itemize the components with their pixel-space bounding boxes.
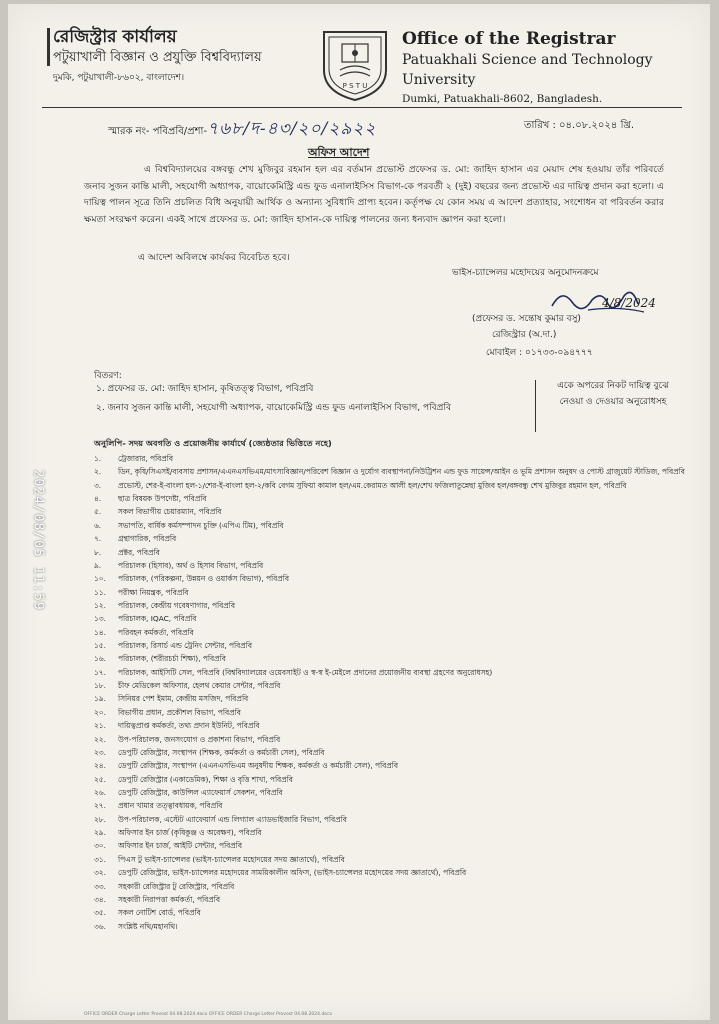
copy-item-number: ৮.: [94, 547, 102, 557]
copy-item-number: ৪.: [94, 494, 102, 504]
copy-item-number: ১.: [94, 454, 102, 463]
copy-item-number: ২৩.: [94, 747, 106, 757]
copy-item-number: ৩.: [94, 480, 102, 490]
copy-item: [94, 706, 694, 719]
memo-title: অফিস আদেশ: [308, 146, 370, 159]
signature-date: 4/8/2024: [602, 296, 656, 310]
copy-item: [94, 786, 694, 799]
en-address: Dumki, Patuakhali-8602, Bangladesh.: [402, 93, 603, 105]
copy-item: [94, 746, 694, 759]
copy-item: [94, 692, 694, 705]
copy-item: [94, 612, 694, 625]
copy-item-text: সহকারী নিরাপত্তা কর্মকর্তা, পবিপ্রবি: [118, 894, 220, 904]
copy-item-text: প্রভোস্ট, শের-ই-বাংলা হল-১/শের-ই-বাংলা হল-২/কবি বেগম সুফিয়া কামাল হল/এম.কেরামত আলী হল/শেখ ফজিলাতুন্নেছা মুজিব হল/বঙ্গবন্ধু শেখ মুজিবুর রহমান হল, পবিপ্রবি: [118, 480, 627, 490]
copy-item-text: সিনিয়র পেশ ইমাম, কেন্দ্রীয় মসজিদ, পবিপ্রবি: [118, 694, 249, 704]
copy-item-number: ১০.: [94, 574, 106, 584]
copy-item-text: সংশ্লিষ্ট নথি/মহানথি।: [118, 921, 178, 931]
copy-item: [94, 853, 694, 866]
copies-title: অনুলিপি- সদয় অবগতি ও প্রয়োজনীয় কার্যার্থে (জ্যেষ্ঠতার ভিত্তিতে নহে): [94, 438, 332, 448]
copy-item-text: সভাপতি, বার্ষিক কর্মসম্পাদন চুক্তি (এপিএ টিম), পবিপ্রবি: [118, 520, 284, 530]
copy-item: [94, 719, 694, 732]
logo-text: P S T U: [342, 82, 368, 90]
copy-item-text: অফিসার ইন চার্জ (কৃষিকুঞ্জ ও অবেক্ষণ), পবিপ্রবি: [118, 828, 262, 838]
copy-item-text: বিভাগীয় প্রধান, প্রকৌশল বিভাগ, পবিপ্রবি: [118, 707, 241, 717]
signatory-designation: রেজিস্ট্রার (অ.দা.): [492, 330, 557, 340]
copy-item-number: ১৩.: [94, 614, 106, 624]
distribution-item: ১. প্রফেসর ড. মো: জাহিদ হাসান, কৃষিতত্ত্ব বিভাগ, পবিপ্রবি: [96, 384, 314, 394]
copy-item-text: সকল নোটিশ বোর্ড, পবিপ্রবি: [118, 908, 201, 918]
copy-item: [94, 572, 694, 585]
memo-date: তারিখ : ০৪.০৮.২০২৪ খ্রি.: [524, 120, 635, 131]
copy-item: [94, 639, 694, 652]
copy-item-number: ২.: [94, 467, 102, 477]
header-accent-bar: [47, 28, 50, 66]
copy-item-text: গ্রন্থাগারিক, পবিপ্রবি: [118, 534, 177, 544]
copy-item: [94, 679, 694, 692]
copy-item-text: প্রক্টর, পবিপ্রবি: [118, 547, 160, 557]
copy-item: [94, 773, 694, 786]
distribution-item: ২. জনাব সুজন কান্তি মালী, সহযোগী অধ্যাপক, বায়োকেমিস্ট্রি এন্ড ফুড এনালাইসিস বিভাগ, পবিপ্রবি: [96, 403, 451, 413]
copy-item: [94, 586, 694, 599]
copy-item-number: ২৬.: [94, 787, 106, 797]
copy-item: [94, 452, 694, 465]
memo-reference-prefix: স্মারক নং- পবিপ্রবি/প্রশা-: [108, 126, 208, 137]
copy-item-number: ৩২.: [94, 868, 106, 878]
copy-item-number: ৬.: [94, 520, 102, 530]
copy-item-number: ১৬.: [94, 654, 106, 664]
approval-line: ভাইস-চ্যান্সেলর মহোদয়ের অনুমোদনক্রমে: [452, 268, 599, 278]
copy-item: [94, 866, 694, 879]
copy-item-text: সহকারী রেজিস্ট্রার টু রেজিস্ট্রার, পবিপ্রবি: [118, 881, 235, 891]
copy-item: [94, 733, 694, 746]
copy-item-text: পরিচালক, রিসার্চ এন্ড ট্রেনিং সেন্টার, পবিপ্রবি: [118, 641, 253, 651]
memo-reference: [108, 116, 376, 144]
copy-item: [94, 492, 694, 505]
copy-item-text: পরীক্ষা নিয়ন্ত্রক, পবিপ্রবি: [118, 587, 189, 597]
copy-item-number: ২৭.: [94, 801, 106, 811]
copy-item-text: দায়িত্বপ্রাপ্ত কর্মকর্তা, তথ্য প্রদান ইউনিট, পবিপ্রবি: [118, 721, 260, 731]
photo-timestamp: 2024/08/05 11:59: [30, 469, 46, 611]
en-office-name: Office of the Registrar: [402, 29, 616, 49]
copy-item-number: ২৫.: [94, 774, 106, 784]
copy-item: [94, 519, 694, 532]
copy-item-number: ৯.: [94, 560, 102, 570]
copy-item-number: ১৯.: [94, 694, 106, 704]
memo-body: এ বিশ্ববিদ্যালয়ের বঙ্গবন্ধু শেখ মুজিবুর রহমান হল এর বর্তমান প্রভোস্ট প্রফেসর ড. মো: জাহিদ হাসান এর মেয়াদ শেষ হওয়ায় তাঁর পরিবর্তে জনাব সুজন কান্তি মালী, সহযোগী অধ্যাপক, বায়োকেমিস্ট্রি এন্ড ফুড এনালাইসিস বিভাগ-কে পরবর্তী ২ (দুই) বছরের জন্য প্রভোস্ট এর দায়িত্ব প্রদান করা হলো। এ দায়িত্ব পালন সূত্রে তিনি প্রচলিত বিধি অনুযায়ী আর্থিক ও অন্যান্য সুবিধাদি প্রাপ্য হবেন। কর্তৃপক্ষ যে কোন সময় এ আদেশ প্রত্যাহার, সংশোধন বা পরিবর্তন করার ক্ষমতা সংরক্ষণ করেন। একই সাথে প্রফেসর ড. মো: জাহিদ হাসান-কে দায়িত্ব পালনের জন্য ধন্যবাদ জ্ঞাপন করা হলো।: [84, 164, 664, 225]
copy-item-text: পিএস টু ভাইস-চ্যান্সেলর (ভাইস-চ্যান্সেলর মহোদয়ের সদয় জ্ঞাতার্থে), পবিপ্রবি: [118, 854, 345, 864]
memo-reference-handwritten: ৭৬৮/দ-৪৩/২০/২৯২২: [207, 119, 377, 139]
bn-university-name: পটুয়াখালী বিজ্ঞান ও প্রযুক্তি বিশ্ববিদ্যালয়: [53, 50, 262, 65]
copy-item-text: সকল বিভাগীয় চেয়ারম্যান, পবিপ্রবি: [118, 507, 222, 517]
copy-item-text: পরিচালক, আইসিটি সেল, পবিপ্রবি (বিশ্ববিদ্যালয়ের ওয়েবসাইট ও স্ব-স্ব ই-মেইলে প্রদানের প্রয়োজনীয় ব্যবস্থা গ্রহণের অনুরোধসহ): [118, 667, 493, 677]
copy-item-number: ৩৫.: [94, 908, 106, 918]
signatory-name: (প্রফেসর ড. সন্তোষ কুমার বসু): [472, 314, 581, 324]
distribution-list: [96, 380, 451, 418]
copy-item: [94, 599, 694, 612]
copy-item-number: ৩০.: [94, 841, 106, 851]
copy-item-number: ২১.: [94, 721, 106, 731]
copy-item-number: ১৭.: [94, 667, 106, 677]
copy-item-number: ১৮.: [94, 681, 106, 691]
copy-item-number: ১৫.: [94, 641, 106, 651]
footer-filename: OFFICE ORDER Charge Letter Provost 04.08.2024.docx OFFICE ORDER Charge Letter Provost 04.08.2024.docx: [84, 1012, 333, 1017]
copy-item-text: চীফ মেডিকেল অফিসার, হেলথ কেয়ার সেন্টার, পবিপ্রবি: [118, 681, 281, 691]
copy-item: [94, 813, 694, 826]
copy-item-text: ট্রেজারার, পবিপ্রবি: [118, 454, 173, 463]
copy-item-text: ডেপুটি রেজিস্ট্রার (একাডেমিক), শিক্ষা ও বৃত্তি শাখা, পবিপ্রবি: [118, 774, 293, 784]
copy-item-text: পরিবহন কর্মকর্তা, পবিপ্রবি: [118, 627, 194, 637]
copy-item-number: ২৯.: [94, 828, 106, 838]
copy-item-text: প্রধান খামার তত্ত্বাবধায়ক, পবিপ্রবি: [118, 801, 223, 811]
copy-item-text: অফিসার ইন চার্জ, আইটি সেন্টার, পবিপ্রবি: [118, 841, 242, 851]
copy-item-number: ৫.: [94, 507, 102, 517]
bn-address: দুমকি, পটুয়াখালী-৮৬০২, বাংলাদেশ।: [53, 73, 185, 83]
copy-item-number: ৭.: [94, 534, 102, 544]
copy-item-text: পরিচালক, (শরীরচর্চা শিক্ষা), পবিপ্রবি: [118, 654, 226, 664]
copy-item-number: ১৪.: [94, 627, 106, 637]
copy-item-number: ৩৩.: [94, 881, 106, 891]
copy-item: [94, 479, 694, 492]
copy-item: [94, 626, 694, 639]
copy-item: [94, 666, 694, 679]
copy-item: [94, 799, 694, 812]
header-english: [402, 28, 702, 108]
copy-item-number: ২৮.: [94, 814, 106, 824]
distribution-title: বিতরণ:: [94, 371, 122, 381]
document-page: [8, 4, 710, 1020]
copy-item-number: ৩১.: [94, 854, 106, 864]
copy-item-text: উপ-পরিচালক, জনসংযোগ ও প্রকাশনা বিভাগ, পবিপ্রবি: [118, 734, 281, 744]
en-university-name: Patuakhali Science and Technology University: [402, 52, 653, 88]
copy-item: [94, 546, 694, 559]
copy-item-number: ২২.: [94, 734, 106, 744]
copy-item: [94, 505, 694, 518]
copy-item: [94, 759, 694, 772]
copy-item-text: ডেপুটি রেজিস্ট্রার, সংস্থাপন (এএনএসভিএম অনুষদীয় শিক্ষক, কর্মকর্তা ও কর্মচারী সেল), পবিপ্রবি: [118, 761, 398, 771]
copy-item-text: পরিচালক, IQAC, পবিপ্রবি: [118, 614, 197, 624]
copy-item: [94, 465, 694, 478]
distribution-brace: [535, 380, 542, 432]
header-bengali: [53, 26, 293, 86]
copy-item: [94, 826, 694, 839]
copy-item: [94, 839, 694, 852]
copy-item-text: ডেপুটি রেজিস্ট্রার, কাউন্সিল এ্যাফেয়ার্স সেকশন, পবিপ্রবি: [118, 787, 283, 797]
signatory-mobile: মোবাইল : ০১৭৩৩-০৯৪৭৭৭: [486, 348, 593, 358]
copy-item: [94, 893, 694, 906]
memo-effect: এ আদেশ অবিলম্বে কার্যকর বিবেচিত হবে।: [138, 252, 290, 263]
copy-item: [94, 906, 694, 919]
header-divider: [42, 107, 682, 108]
copy-item: [94, 559, 694, 572]
distribution-note: একে অপরের নিকট দায়িত্ব বুঝে নেওয়া ও দেওয়ার অনুরোধসহ: [557, 381, 669, 407]
copy-item: [94, 652, 694, 665]
copy-item-text: উপ-পরিচালক, এস্টেট এ্যাফেয়ার্স এন্ড লিগ্যাল এ্যাডভাইজারি বিভাগ, পবিপ্রবি: [118, 814, 347, 824]
copy-item-number: ৩৬.: [94, 921, 106, 931]
copy-item-text: ছাত্র বিষয়ক উপদেষ্টা, পবিপ্রবি: [118, 494, 207, 504]
copy-item-text: ডেপুটি রেজিস্ট্রার, সংস্থাপন (শিক্ষক, কর্মকর্তা ও কর্মচারী সেল), পবিপ্রবি: [118, 747, 325, 757]
copies-list: [94, 452, 694, 933]
copy-item-text: পরিচালক, কেন্দ্রীয় গবেষণাগার, পবিপ্রবি: [118, 600, 236, 610]
copy-item-number: ১১.: [94, 587, 106, 597]
copy-item-text: ডেপুটি রেজিস্ট্রার, ভাইস-চ্যান্সেলর মহোদয়ের সাময়িকালীন অফিস, (ভাইস-চ্যান্সেলর মহোদয়ের সদয় জ্ঞাতার্থে), পবিপ্রবি: [118, 868, 467, 878]
copy-item: [94, 920, 694, 933]
bn-office-name: রেজিস্ট্রার কার্যালয়: [53, 27, 177, 47]
copy-item-text: পরিচালক (হিসাব), অর্থ ও হিসাব বিভাগ, পবিপ্রবি: [118, 560, 264, 570]
copy-item: [94, 880, 694, 893]
copy-item: [94, 532, 694, 545]
copy-item-text: পরিচালক, (পরিকল্পনা, উন্নয়ন ও ওয়ার্কস বিভাগ), পবিপ্রবি: [118, 574, 289, 584]
copy-item-text: ডিন, কৃষি/সিএসই/ব্যবসায় প্রশাসন/এএনএসভিএম/মাৎস্যবিজ্ঞান/পরিবেশ বিজ্ঞান ও দুর্যোগ ব্যবস্থাপনা/নিউট্রিশন এন্ড ফুড সায়েন্স/আইন ও ভূমি প্রশাসন অনুষদ ও পোস্ট গ্রাজুয়েট স্টাডিজ, পবিপ্রবি: [118, 467, 685, 477]
copy-item-number: ২৪.: [94, 761, 106, 771]
copy-item-number: ৩৪.: [94, 894, 106, 904]
copy-item-number: ২০.: [94, 707, 106, 717]
copy-item-number: ১২.: [94, 600, 106, 610]
university-logo-icon: [318, 26, 392, 102]
